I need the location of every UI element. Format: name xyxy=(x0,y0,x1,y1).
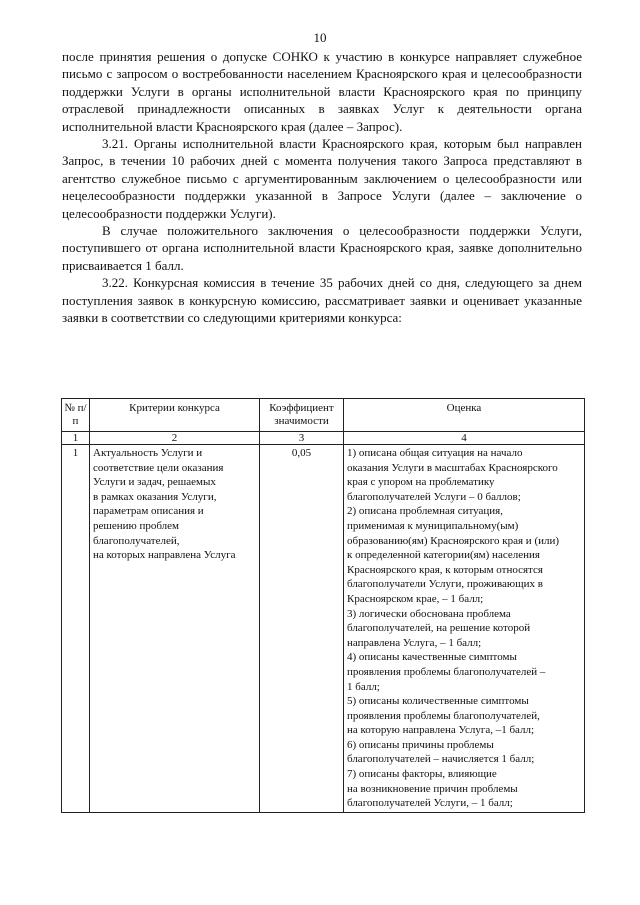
criteria-cell xyxy=(90,445,260,813)
table-header-row xyxy=(62,399,585,432)
assessment-line: 5) описаны количественные симптомы xyxy=(347,695,529,708)
column-number: 2 xyxy=(90,432,260,445)
paragraph: 3.21. Органы исполнительной власти Красноярского края, которым был направлен Запрос, в течении 10 рабочих дней с момента получения такого Запроса представляют в агентство служебное письмо с аргументированным заключением о целесообразности или нецелесообразности поддержки указанной в Запросе Услуги (далее – заключение о целесообразности поддержки Услуги). xyxy=(62,136,582,221)
assessment-line: Красноярского края, к которым относятся xyxy=(347,563,543,576)
column-number-row xyxy=(62,432,585,445)
assessment-line: 6) описаны причины проблемы xyxy=(347,738,494,751)
column-number: 4 xyxy=(344,432,585,445)
column-number: 3 xyxy=(260,432,344,445)
assessment-line: оказания Услуги в масштабах Красноярского xyxy=(347,461,558,474)
assessment-line: благополучателей Услуги, – 1 балл; xyxy=(347,797,513,810)
assessment-line: 4) описаны качественные симптомы xyxy=(347,651,517,664)
assessment-line: 3) логически обоснована проблема xyxy=(347,607,511,620)
table-row xyxy=(62,445,585,813)
assessment-line: проявления проблемы благополучателей, xyxy=(347,709,540,722)
assessment-line: на возникновение причин проблемы xyxy=(347,782,518,795)
header-criteria: Критерии конкурса xyxy=(90,399,260,432)
row-num: 1 xyxy=(62,445,90,813)
assessment-line: благополучателей – начисляется 1 балл; xyxy=(347,753,535,766)
criteria-line: на которых направлена Услуга xyxy=(93,549,236,562)
paragraph: 3.22. Конкурсная комиссия в течение 35 рабочих дней со дня, следующего за днем поступления заявок в конкурсную комиссию, рассматривает заявки и оценивает указанные заявки в соответствии со следующими критериями конкурса: xyxy=(62,275,582,326)
assessment-line: края с упором на проблематику xyxy=(347,476,495,489)
assessment-line: применимая к муниципальному(ым) xyxy=(347,519,519,532)
assessment-line: 1) описана общая ситуация на начало xyxy=(347,447,523,459)
criteria-line: соответствие цели оказания xyxy=(93,461,224,474)
header-coefficient: Коэффициент значимости xyxy=(260,399,344,432)
criteria-line: Услуги и задач, решаемых xyxy=(93,476,216,489)
assessment-line: благополучателей, на решение которой xyxy=(347,622,531,635)
criteria-line: параметрам описания и xyxy=(93,505,204,518)
header-assessment: Оценка xyxy=(344,399,585,432)
body-text xyxy=(62,48,582,327)
criteria-line: решению проблем xyxy=(93,519,180,532)
assessment-line: направлена Услуга, – 1 балл; xyxy=(347,636,482,649)
assessment-line: Красноярском крае, – 1 балл; xyxy=(347,592,484,605)
coefficient-cell: 0,05 xyxy=(260,445,344,813)
paragraph: после принятия решения о допуске СОНКО к участию в конкурсе направляет служебное письмо с запросом о востребованности населением Красноярского края и целесообразности поддержки Услуги в органы исполнительной власти Красноярского края по принципу отраслевой принадлежности описанных в заявках Услуг к деятельности органа исполнительной власти Красноярского края (далее – Запрос). xyxy=(62,49,582,134)
assessment-line: благополучатели Услуги, проживающих в xyxy=(347,578,543,591)
assessment-line: на которую направлена Услуга, –1 балл; xyxy=(347,724,535,737)
assessment-line: к определенной категории(ям) населения xyxy=(347,549,540,562)
assessment-line: 1 балл; xyxy=(347,680,380,693)
criteria-line: в рамках оказания Услуги, xyxy=(93,490,217,503)
assessment-line: благополучателей Услуги – 0 баллов; xyxy=(347,490,521,503)
criteria-line: благополучателей, xyxy=(93,534,180,547)
criteria-table xyxy=(61,398,585,813)
assessment-line: проявления проблемы благополучателей – xyxy=(347,665,546,678)
criteria-line: Актуальность Услуги и xyxy=(93,447,203,459)
header-num: № п/п xyxy=(62,399,90,432)
assessment-line: образованию(ям) Красноярского края и (или) xyxy=(347,534,560,547)
assessment-line: 7) описаны факторы, влияющие xyxy=(347,768,497,781)
assessment-line: 2) описана проблемная ситуация, xyxy=(347,505,503,518)
page-number: 10 xyxy=(313,30,327,45)
paragraph: В случае положительного заключения о целесообразности поддержки Услуги, поступившего от органа исполнительной власти Красноярского края, заявке дополнительно присваивается 1 балл. xyxy=(62,223,582,273)
column-number: 1 xyxy=(62,432,90,445)
assessment-cell xyxy=(344,445,585,813)
